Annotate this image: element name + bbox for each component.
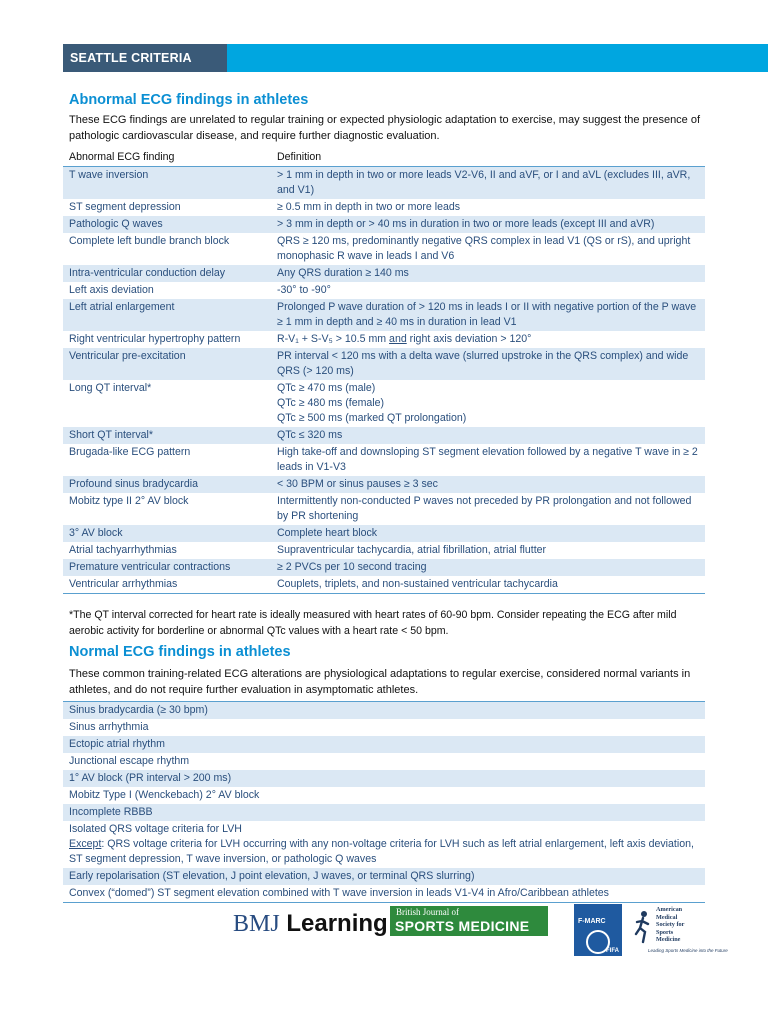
qt-footnote: *The QT interval corrected for heart rate is ideally measured with heart rates of 60-90 bpm. Consider repeating the ECG after mild aerobic activity for borderline or abnormal QTc values with a heart rate < 50 bpm. bbox=[69, 609, 677, 637]
definition-cell: QTc ≤ 320 ms bbox=[271, 427, 705, 444]
table-row bbox=[63, 282, 705, 299]
table-row bbox=[63, 427, 705, 444]
definition-cell: ≥ 0.5 mm in depth in two or more leads bbox=[277, 201, 461, 213]
table-row bbox=[63, 770, 705, 787]
definition-underlined: and bbox=[389, 333, 407, 345]
finding-cell: Ventricular pre-excitation bbox=[63, 348, 271, 380]
table-row bbox=[63, 719, 705, 736]
table-row bbox=[63, 753, 705, 770]
bmj-learning-logo bbox=[233, 910, 388, 938]
definition-cell bbox=[271, 380, 705, 427]
page-title: SEATTLE CRITERIA bbox=[63, 44, 227, 72]
definition-cell: < 30 BPM or sinus pauses ≥ 3 sec bbox=[271, 476, 705, 493]
definition-cell: -30° to -90° bbox=[277, 284, 331, 296]
normal-finding-cell: Mobitz Type I (Wenckebach) 2° AV block bbox=[69, 789, 260, 801]
finding-cell: Premature ventricular contractions bbox=[63, 559, 271, 576]
finding-cell: T wave inversion bbox=[63, 167, 271, 200]
finding-cell: Intra-ventricular conduction delay bbox=[63, 265, 271, 282]
table-row bbox=[63, 493, 705, 525]
amssm-line: Sports bbox=[656, 928, 674, 936]
definition-cell: QRS ≥ 120 ms, predominantly negative QRS complex in lead V1 (QS or rS), and upright monophasic R wave in leads I and V6 bbox=[277, 235, 691, 262]
amssm-logo bbox=[632, 904, 728, 960]
table-row bbox=[63, 804, 705, 821]
normal-finding-cell: 1° AV block (PR interval > 200 ms) bbox=[63, 770, 705, 787]
bmj-logo-text: BMJ bbox=[233, 911, 280, 937]
normal-finding-cell: Sinus bradycardia (≥ 30 bpm) bbox=[63, 702, 705, 720]
definition-line: QTc ≥ 470 ms (male) bbox=[277, 382, 376, 394]
normal-finding-cell: Ectopic atrial rhythm bbox=[63, 736, 705, 753]
bjsm-logo bbox=[390, 906, 548, 936]
amssm-line: American bbox=[656, 906, 683, 913]
finding-cell: Profound sinus bradycardia bbox=[63, 476, 271, 493]
definition-cell: ≥ 2 PVCs per 10 second tracing bbox=[271, 559, 705, 576]
finding-cell: Short QT interval* bbox=[63, 427, 271, 444]
normal-finding-cell bbox=[63, 821, 705, 868]
normal-finding-cell: Junctional escape rhythm bbox=[69, 755, 190, 767]
finding-cell: Mobitz type II 2° AV block bbox=[69, 495, 189, 507]
definition-cell: > 3 mm in depth or > 40 ms in duration in two or more leads (except III and aVR) bbox=[271, 216, 705, 233]
definition-cell: > 1 mm in depth in two or more leads V2-V6, II and aVF, or I and aVL (excludes III, aVR, and V1) bbox=[271, 167, 705, 200]
finding-cell: Left atrial enlargement bbox=[63, 299, 271, 331]
amssm-logo-text bbox=[656, 906, 684, 944]
bjsm-logo-bottom: SPORTS MEDICINE bbox=[395, 918, 530, 934]
finding-cell: Left axis deviation bbox=[69, 284, 154, 296]
table-row bbox=[63, 476, 705, 493]
normal-section-title: Normal ECG findings in athletes bbox=[69, 644, 291, 660]
table-row bbox=[63, 787, 705, 804]
table-row bbox=[63, 559, 705, 576]
table-row bbox=[63, 576, 705, 594]
definition-cell: Prolonged P wave duration of > 120 ms in leads I or II with negative portion of the P wave ≥ 1 mm in depth and ≥ 40 ms in duration in lead V1 bbox=[271, 299, 705, 331]
finding-cell: 3° AV block bbox=[63, 525, 271, 542]
table-row bbox=[63, 233, 705, 265]
col-header-definition: Definition bbox=[271, 149, 705, 167]
table-row bbox=[63, 736, 705, 753]
col-header-finding: Abnormal ECG finding bbox=[63, 149, 271, 167]
amssm-line: Society for bbox=[656, 921, 685, 928]
finding-cell: Complete left bundle branch block bbox=[69, 235, 230, 247]
amssm-line: Medicine bbox=[656, 936, 681, 943]
finding-cell: Atrial tachyarrhythmias bbox=[69, 544, 177, 556]
definition-cell: PR interval < 120 ms with a delta wave (slurred upstroke in the QRS complex) and wide QRS (> 120 ms) bbox=[271, 348, 705, 380]
table-row bbox=[63, 348, 705, 380]
definition-cell: Intermittently non-conducted P waves not preceded by PR prolongation and not followed by PR shortening bbox=[277, 495, 692, 522]
finding-cell: Brugada-like ECG pattern bbox=[69, 446, 191, 458]
normal-intro: These common training-related ECG alterations are physiological adaptations to regular exercise, considered normal variants in athletes, and do not require further evaluation in asymptomatic athletes. bbox=[69, 668, 691, 696]
learning-logo-text: Learning bbox=[286, 910, 388, 937]
definition-cell: Couplets, triplets, and non-sustained ventricular tachycardia bbox=[271, 576, 705, 594]
table-row bbox=[63, 444, 705, 476]
definition-cell: High take-off and downsloping ST segment elevation followed by a negative T wave in ≥ 2 leads in V1-V3 bbox=[277, 446, 698, 473]
except-label: Except bbox=[69, 838, 102, 850]
definition-part: right axis deviation > 120° bbox=[406, 333, 532, 345]
normal-finding-cell: Sinus arrhythmia bbox=[69, 721, 149, 733]
normal-finding-cell: Convex (“domed”) ST segment elevation combined with T wave inversion in leads V1-V4 in Afro/Caribbean athletes bbox=[63, 885, 705, 903]
table-row bbox=[63, 702, 705, 720]
normal-finding-cell: Incomplete RBBB bbox=[63, 804, 705, 821]
abnormal-intro: These ECG findings are unrelated to regular training or expected physiologic adaptation to exercise, may suggest the presence of pathologic cardiovascular disease, and require further diagnostic evaluation. bbox=[69, 114, 701, 142]
table-header-row bbox=[63, 149, 705, 167]
table-row bbox=[63, 167, 705, 200]
runner-icon bbox=[634, 910, 652, 944]
amssm-line: Medical bbox=[656, 913, 678, 921]
table-row bbox=[63, 265, 705, 282]
amssm-tagline: Leading Sports Medicine into the Future bbox=[648, 948, 728, 953]
normal-finding-cell: Early repolarisation (ST elevation, J point elevation, J waves, or terminal QRS slurring) bbox=[63, 868, 705, 885]
table-row bbox=[63, 199, 705, 216]
finding-cell: Right ventricular hypertrophy pattern bbox=[69, 333, 241, 345]
finding-cell: Pathologic Q waves bbox=[63, 216, 271, 233]
table-row bbox=[63, 216, 705, 233]
normal-table bbox=[63, 701, 705, 903]
definition-cell: Any QRS duration ≥ 140 ms bbox=[271, 265, 705, 282]
except-note bbox=[69, 837, 699, 867]
normal-finding-line: Isolated QRS voltage criteria for LVH bbox=[69, 823, 242, 835]
definition-cell: Complete heart block bbox=[271, 525, 705, 542]
fmarc-logo bbox=[574, 904, 622, 956]
table-row bbox=[63, 525, 705, 542]
bjsm-logo-top: British Journal of bbox=[396, 907, 459, 917]
definition-part: R-V₁ + S-V₅ > 10.5 mm bbox=[277, 333, 390, 345]
abnormal-section-title: Abnormal ECG findings in athletes bbox=[69, 92, 309, 108]
footer-logos bbox=[0, 900, 768, 970]
fmarc-logo-text: F-MARC bbox=[578, 918, 606, 925]
definition-cell bbox=[271, 331, 705, 348]
abnormal-table bbox=[63, 149, 705, 594]
finding-cell: Long QT interval* bbox=[69, 382, 152, 394]
definition-cell: Supraventricular tachycardia, atrial fibrillation, atrial flutter bbox=[277, 544, 547, 556]
table-row bbox=[63, 299, 705, 331]
table-row bbox=[63, 821, 705, 868]
except-text: : QRS voltage criteria for LVH occurring with any non-voltage criteria for LVH such as left atrial enlargement, left axis deviation, ST segment depression, T wave inversion, or pathologic Q waves bbox=[69, 838, 694, 865]
table-row bbox=[63, 380, 705, 427]
finding-cell: ST segment depression bbox=[69, 201, 181, 213]
finding-cell: Ventricular arrhythmias bbox=[63, 576, 271, 594]
table-row bbox=[63, 542, 705, 559]
table-row bbox=[63, 331, 705, 348]
definition-line: QTc ≥ 500 ms (marked QT prolongation) bbox=[277, 412, 467, 424]
definition-line: QTc ≥ 480 ms (female) bbox=[277, 397, 385, 409]
fifa-logo-text: FIFA bbox=[606, 948, 619, 954]
table-row bbox=[63, 868, 705, 885]
